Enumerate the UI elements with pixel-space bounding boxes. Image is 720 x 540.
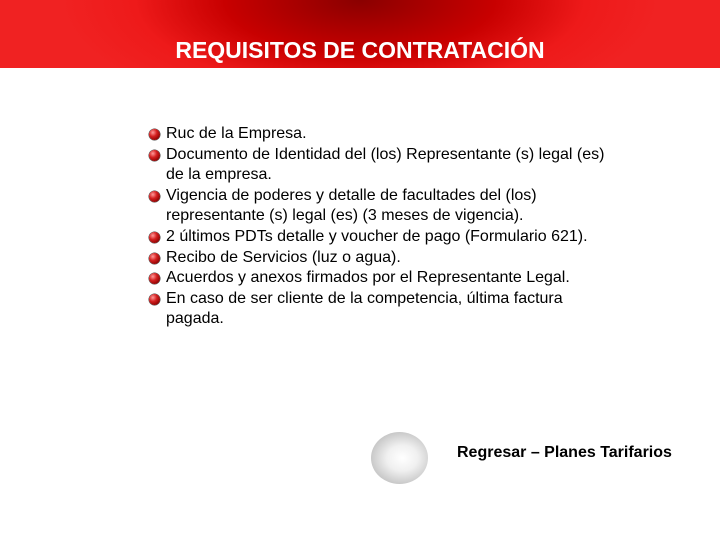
back-to-plans-link[interactable]: Regresar – Planes Tarifarios: [457, 444, 672, 461]
list-item-text: Ruc de la Empresa.: [166, 125, 307, 142]
bullet-icon: [149, 294, 160, 305]
bullet-icon: [149, 129, 160, 140]
bullet-icon: [149, 253, 160, 264]
list-item-text: 2 últimos PDTs detalle y voucher de pago (Formulario 621).: [166, 227, 588, 245]
sphere-button-icon[interactable]: [371, 432, 428, 484]
list-item: [149, 186, 619, 227]
list-item-text: En caso de ser cliente de la competencia, última factura pagada.: [166, 289, 563, 328]
list-item: [149, 268, 619, 289]
list-item-text: Documento de Identidad del (los) Representante (s) legal (es) de la empresa.: [166, 145, 605, 184]
list-item: [149, 248, 619, 269]
list-item-text: Vigencia de poderes y detalle de facultades del (los) representante (s) legal (es) (3 meses de vigencia).: [166, 186, 537, 225]
list-item: [149, 289, 619, 330]
bullet-icon: [149, 191, 160, 202]
bullet-icon: [149, 150, 160, 161]
bullet-icon: [149, 273, 160, 284]
list-item-text: Acuerdos y anexos firmados por el Representante Legal.: [166, 269, 570, 287]
list-item: [149, 227, 619, 248]
requirements-list: [149, 124, 619, 330]
list-item-text: Recibo de Servicios (luz o agua).: [166, 248, 401, 266]
bullet-icon: [149, 232, 160, 243]
page-title: REQUISITOS DE CONTRATACIÓN: [175, 37, 545, 63]
list-item: [149, 124, 619, 145]
list-item: [149, 145, 619, 186]
